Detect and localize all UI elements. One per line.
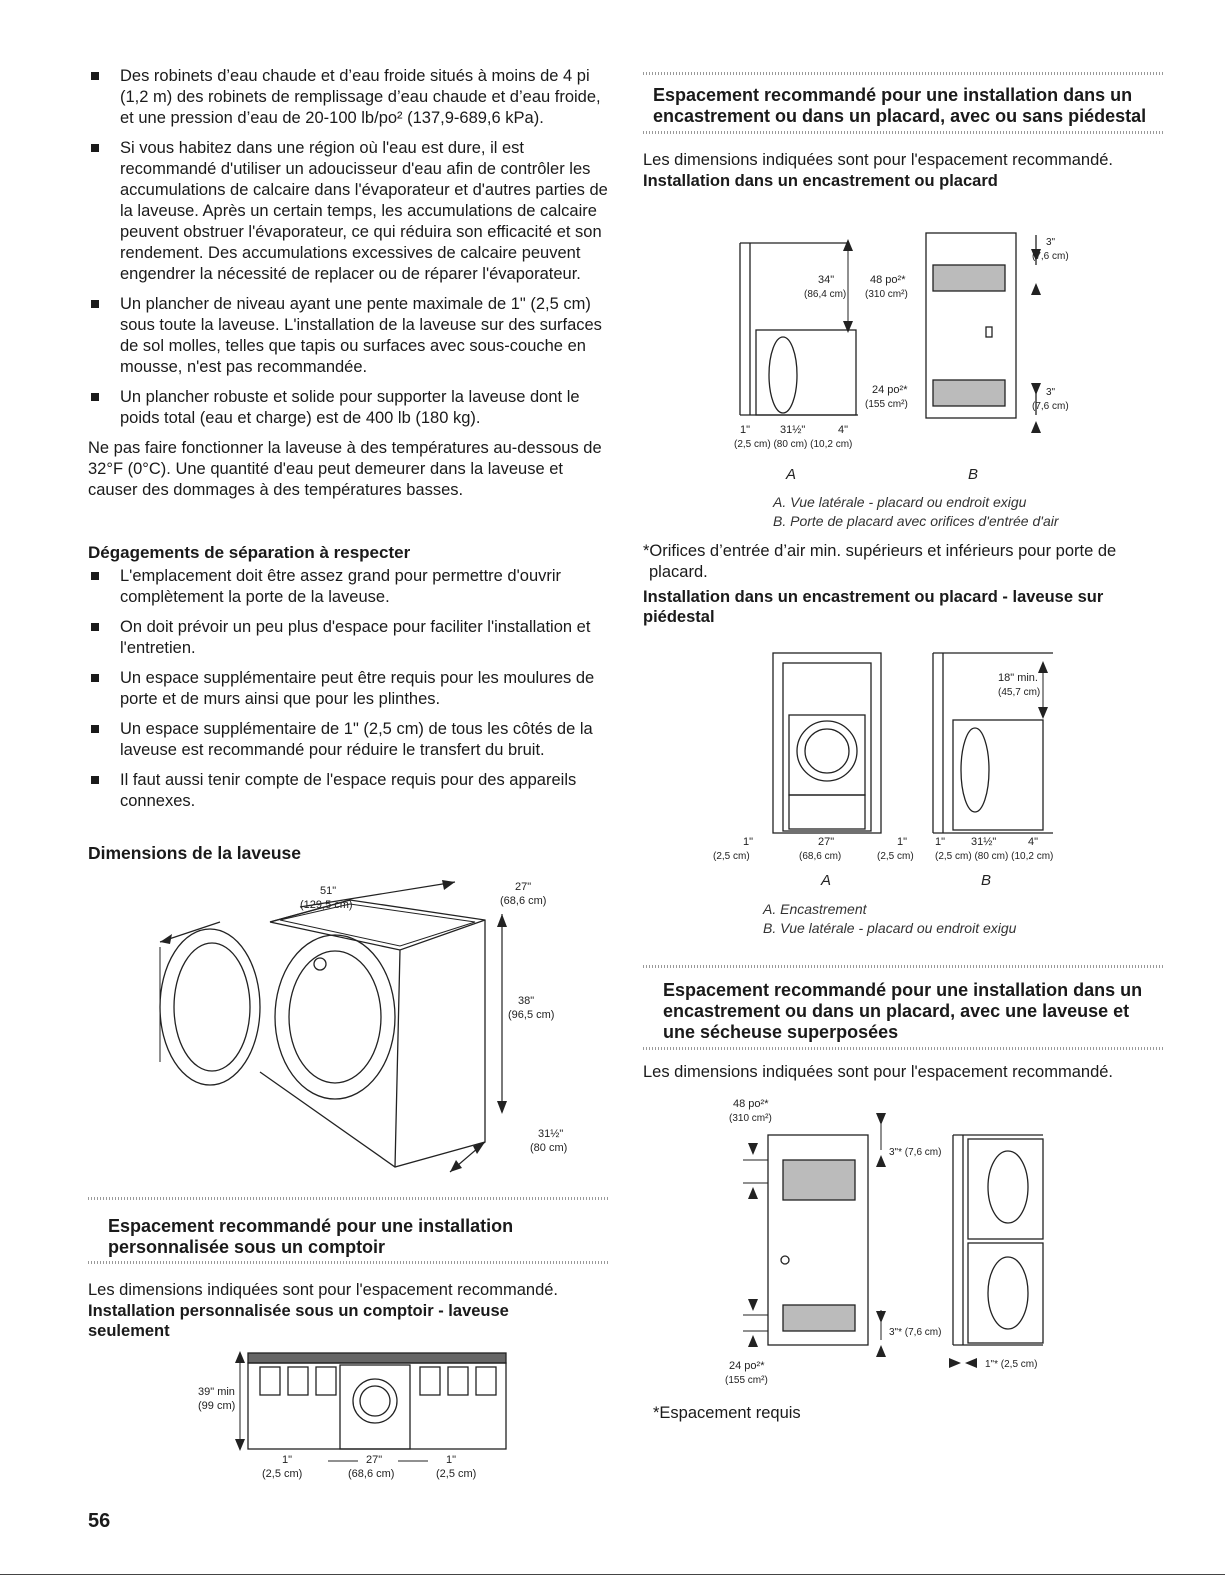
dim-31-cm-label: (80 cm)	[530, 1142, 568, 1154]
stack-a24-cm-label: (155 cm²)	[725, 1375, 768, 1386]
dim-27-cm-label: (68,6 cm)	[500, 895, 547, 907]
dim-31-label: 31½"	[538, 1128, 564, 1140]
closet-caption-b: B. Porte de placard avec orifices d'entrée d'air	[773, 513, 1059, 529]
closet-subheading: Installation dans un encastrement ou placard	[643, 172, 998, 190]
width-1a-label: 1"	[282, 1454, 293, 1466]
closet-a48-cm-label: (310 cm²)	[865, 289, 908, 300]
requirements-list	[88, 66, 608, 429]
pedestal-h18-cm-label: (45,7 cm)	[998, 687, 1041, 698]
stack-s1-label: 1"* (2,5 cm)	[985, 1359, 1038, 1370]
width-27-label: 27"	[366, 1454, 383, 1466]
undercounter-intro: Les dimensions indiquées sont pour l'espacement recommandé.	[88, 1281, 559, 1299]
closet-intro: Les dimensions indiquées sont pour l'espacement recommandé.	[643, 151, 1114, 169]
pedestal-s31-label: 31½"	[971, 836, 997, 848]
bottom-divider	[0, 1574, 1225, 1575]
width-1a-cm-label: (2,5 cm)	[262, 1468, 303, 1480]
clearance-heading: Dégagements de séparation à respecter	[88, 543, 411, 562]
pedestal-w1b-label: 1"	[897, 836, 908, 848]
width-1b-label: 1"	[446, 1454, 457, 1466]
list-item: On doit prévoir un peu plus d'espace pour faciliter l'installation et l'entretien.	[88, 617, 608, 659]
pedestal-w1a-label: 1"	[743, 836, 754, 848]
closet-label-b: B	[968, 466, 979, 483]
list-item: Un espace supplémentaire de 1" (2,5 cm) de tous les côtés de la laveuse est recommandé pour réduire le transfert du bruit.	[88, 719, 608, 761]
stack-heading: Espacement recommandé pour une installation dans un encastrement ou dans un placard, avec une laveuse et une sécheuse superposées	[663, 980, 1143, 1042]
closet-t3-label: 3"	[1046, 237, 1056, 248]
pedestal-w1b-cm-label: (2,5 cm)	[877, 851, 914, 862]
closet-caption-a: A. Vue latérale - placard ou endroit exigu	[773, 494, 1027, 510]
closet-b3-label: 3"	[1046, 387, 1056, 398]
pedestal-s-cm-label: (2,5 cm) (80 cm) (10,2 cm)	[935, 851, 1054, 862]
stack-b3-label: 3"* (7,6 cm)	[889, 1327, 942, 1338]
stacked-diagram	[713, 1095, 1113, 1395]
closet-t3-cm-label: (7,6 cm)	[1032, 251, 1069, 262]
stack-intro: Les dimensions indiquées sont pour l'espacement recommandé.	[643, 1063, 1114, 1081]
pedestal-h18-label: 18" min.	[998, 672, 1038, 684]
pedestal-w27-cm-label: (68,6 cm)	[799, 851, 842, 862]
closet-a48-label: 48 po²*	[870, 274, 906, 286]
closet-w1-label: 1"	[740, 424, 751, 436]
list-item: Un plancher de niveau ayant une pente maximale de 1" (2,5 cm) sous toute la laveuse. L'installation de la laveuse sur des surfaces de sol molles, telles que tapis ou surfaces avec sous-couche en mousse, n'est pas recommandée.	[88, 294, 608, 378]
closet-footnote: *Orifices d’entrée d’air min. supérieurs et inférieurs pour porte de placard.	[643, 542, 1117, 581]
list-item: L'emplacement doit être assez grand pour permettre d'ouvrir complètement la porte de la laveuse.	[88, 566, 608, 608]
pedestal-caption-a: A. Encastrement	[763, 901, 867, 917]
list-item: Si vous habitez dans une région où l'eau est dure, il est recommandé d'utiliser un adoucisseur d'eau afin de contrôler les accumulations de calcaire dans l'évaporateur et d'autres parties de la laveuse. Après un certain temps, les accumulations de calcaire peuvent obstruer l'évaporateur, ce qui réduira son efficacité et son rendement. Des accumulations excessives de calcaire peuvent engendrer la nécessité de replacer ou de réparer l'évaporateur.	[88, 138, 608, 285]
stack-a48-label: 48 po²*	[733, 1098, 769, 1110]
pedestal-s4-label: 4"	[1028, 836, 1039, 848]
list-item: Il faut aussi tenir compte de l'espace requis pour des appareils connexes.	[88, 770, 608, 812]
pedestal-w27-label: 27"	[818, 836, 835, 848]
list-item: Un plancher robuste et solide pour supporter la laveuse dont le poids total (eau et charge) est de 400 lb (180 kg).	[88, 387, 608, 429]
closet-h34-label: 34"	[818, 274, 835, 286]
page-number: 56	[88, 1510, 111, 1532]
undercounter-subheading: Installation personnalisée sous un comptoir - laveuse seulement	[88, 1302, 509, 1340]
pedestal-caption-b: B. Vue latérale - placard ou endroit exigu	[763, 920, 1017, 936]
closet-label-a: A	[786, 466, 797, 483]
section-divider	[643, 1047, 1163, 1050]
closet-a24-label: 24 po²*	[872, 384, 908, 396]
pedestal-subheading: Installation dans un encastrement ou placard - laveuse sur piédestal	[643, 588, 1104, 626]
height-39-label: 39" min	[198, 1386, 235, 1398]
washer-dimensions-heading: Dimensions de la laveuse	[88, 843, 302, 863]
closet-a24-cm-label: (155 cm²)	[865, 399, 908, 410]
closet-diagram	[728, 225, 1069, 485]
pedestal-diagram	[713, 645, 1073, 900]
temperature-warning: Ne pas faire fonctionner la laveuse à des températures au-dessous de 32°F (0°C). Une quantité d'eau peut demeurer dans la laveuse et causer des dommages à des températures basses.	[88, 439, 602, 499]
width-27-cm-label: (68,6 cm)	[348, 1468, 395, 1480]
closet-b3-cm-label: (7,6 cm)	[1032, 401, 1069, 412]
width-1b-cm-label: (2,5 cm)	[436, 1468, 477, 1480]
section-divider	[643, 131, 1163, 134]
closet-w-cm-label: (2,5 cm) (80 cm) (10,2 cm)	[734, 439, 853, 450]
dim-27-label: 27"	[515, 881, 532, 893]
closet-h34-cm-label: (86,4 cm)	[804, 289, 847, 300]
closet-w4-label: 4"	[838, 424, 849, 436]
stack-footnote: *Espacement requis	[653, 1404, 801, 1422]
pedestal-label-b: B	[981, 872, 992, 889]
clearance-list	[88, 566, 608, 812]
height-39-cm-label: (99 cm)	[198, 1400, 236, 1412]
pedestal-s1-label: 1"	[935, 836, 946, 848]
list-item: Un espace supplémentaire peut être requis pour les moulures de porte et de murs ainsi que pour les plinthes.	[88, 668, 608, 710]
undercounter-diagram	[198, 1345, 518, 1485]
stack-t3-label: 3"* (7,6 cm)	[889, 1147, 942, 1158]
washer-dimensions-diagram	[150, 872, 570, 1192]
dim-38-cm-label: (96,5 cm)	[508, 1009, 555, 1021]
undercounter-heading: Espacement recommandé pour une installation personnalisée sous un comptoir	[108, 1216, 514, 1257]
stack-a48-cm-label: (310 cm²)	[729, 1113, 772, 1124]
section-divider	[88, 1261, 608, 1264]
pedestal-label-a: A	[821, 872, 832, 889]
closet-heading: Espacement recommandé pour une installation dans un encastrement ou dans un placard, avec ou sans piédestal	[653, 85, 1147, 126]
dim-38-label: 38"	[518, 995, 535, 1007]
pedestal-w1a-cm-label: (2,5 cm)	[713, 851, 750, 862]
dim-51-cm-label: (129,5 cm)	[300, 899, 353, 911]
list-item: Des robinets d’eau chaude et d’eau froide situés à moins de 4 pi (1,2 m) des robinets de remplissage d’eau chaude et d’eau froide, et une pression d’eau de 20-100 lb/po² (137,9-689,6 kPa).	[88, 66, 608, 129]
dim-51-label: 51"	[320, 885, 337, 897]
stack-a24-label: 24 po²*	[729, 1360, 765, 1372]
closet-w31-label: 31½"	[780, 424, 806, 436]
